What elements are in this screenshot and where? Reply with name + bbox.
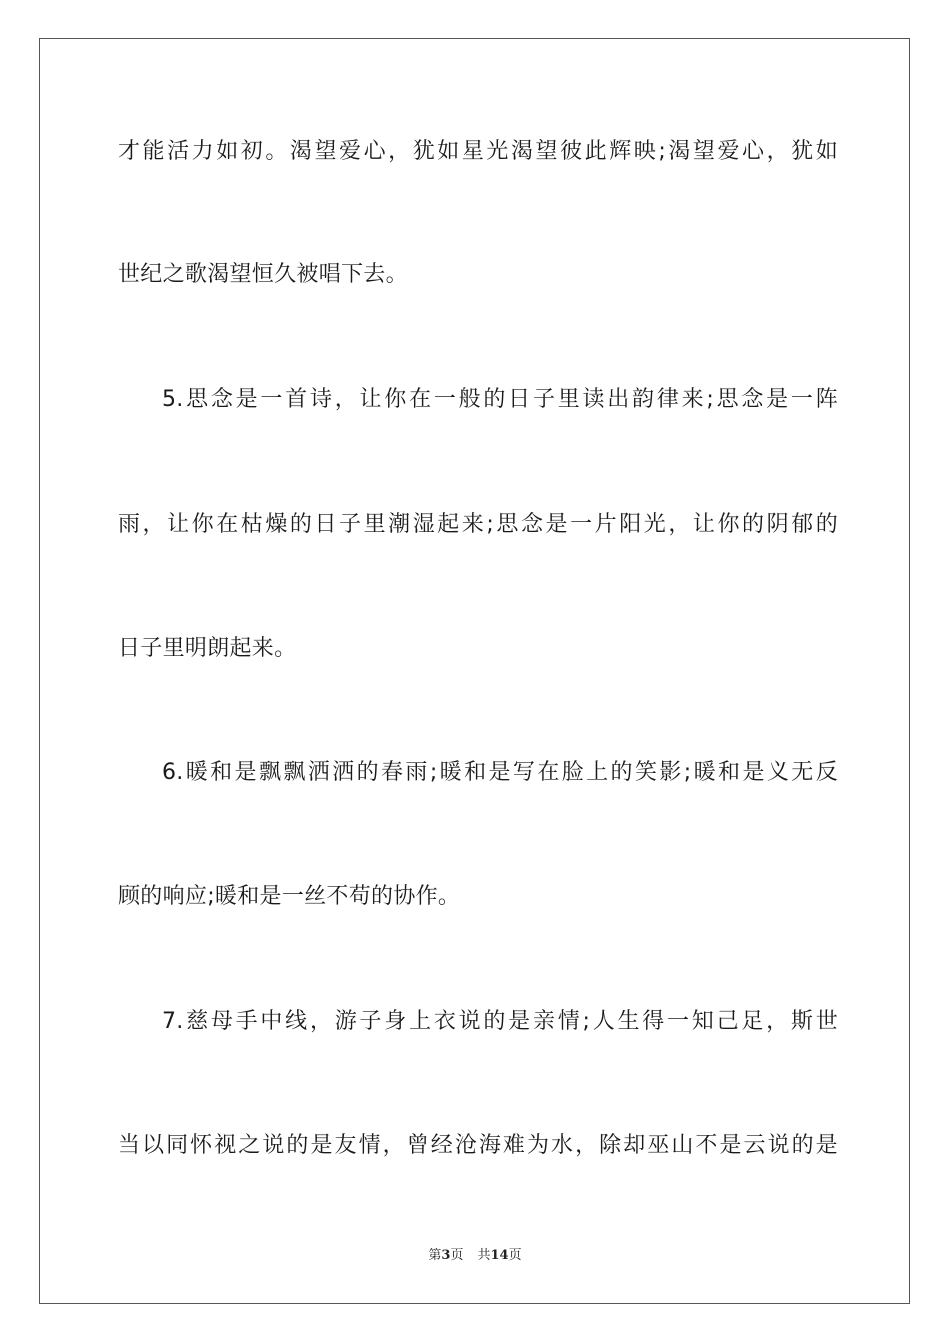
total-pages: 14 bbox=[490, 1248, 509, 1263]
page-number: 3 bbox=[441, 1248, 451, 1263]
page-prefix: 第 bbox=[428, 1248, 442, 1263]
page-border bbox=[39, 38, 910, 1304]
text-line-8: 7.慈母手中线，游子身上衣说的是亲情;人生得一知己足，斯世 bbox=[162, 1009, 838, 1034]
text-line-5: 日子里明朗起来。 bbox=[118, 636, 297, 661]
page-footer bbox=[0, 1247, 950, 1265]
text-line-7: 顾的响应;暖和是一丝不苟的协作。 bbox=[118, 884, 461, 909]
text-line-1: 才能活力如初。渴望爱心，犹如星光渴望彼此辉映;渴望爱心，犹如 bbox=[118, 139, 838, 164]
total-suffix: 页 bbox=[508, 1248, 522, 1263]
total-prefix: 共 bbox=[477, 1248, 491, 1263]
page-suffix: 页 bbox=[450, 1248, 464, 1263]
text-line-2: 世纪之歌渴望恒久被唱下去。 bbox=[118, 262, 408, 287]
text-line-4: 雨，让你在枯燥的日子里潮湿起来;思念是一片阳光，让你的阴郁的 bbox=[118, 512, 838, 537]
text-line-9: 当以同怀视之说的是友情，曾经沧海难为水，除却巫山不是云说的是 bbox=[118, 1133, 838, 1158]
text-line-3: 5.思念是一首诗，让你在一般的日子里读出韵律来;思念是一阵 bbox=[162, 387, 838, 412]
text-line-6: 6.暖和是飘飘洒洒的春雨;暖和是写在脸上的笑影;暖和是义无反 bbox=[162, 760, 838, 785]
